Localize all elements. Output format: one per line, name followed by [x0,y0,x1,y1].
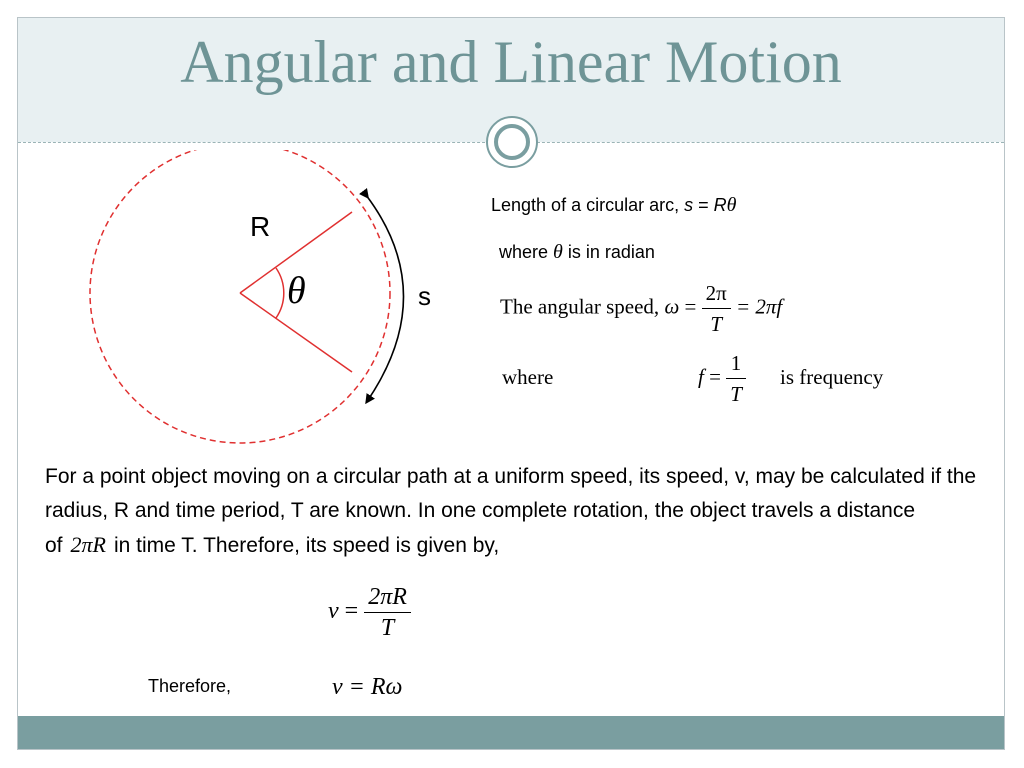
circle-diagram [80,150,440,450]
explanation-paragraph [45,460,980,563]
paragraph-part2: in time T. Therefore, its speed is given by, [113,534,500,557]
angular-speed-fraction [702,278,731,339]
radian-note [499,241,655,264]
speed-equals: = [338,598,365,625]
omega-symbol: ω [664,294,680,319]
arc-length-theta: θ [726,194,737,216]
slide-title: Angular and Linear Motion [180,29,842,95]
speed-formula [328,582,411,643]
speed-fraction [364,582,411,643]
frequency-equals: = [703,364,727,389]
radian-rest: is in radian [562,242,655,262]
frequency-equation [698,348,746,409]
frequency-rest: is frequency [780,365,884,389]
dashed-circle [90,150,390,443]
frequency-fraction [726,348,746,409]
arc-length-R: R [713,195,727,215]
speed-v: v [328,598,339,625]
radius-label: R [250,211,271,242]
speed-numerator: 2πR [364,582,411,613]
angle-label: θ [287,270,306,312]
angular-speed-result: = 2πf [730,294,783,319]
circle-ornament-icon [486,116,538,168]
arc-length-line [491,194,736,217]
angular-speed-numerator: 2π [702,278,731,309]
frequency-where: where [502,365,554,389]
final-label: Therefore, [148,676,232,696]
speed-denominator: T [380,615,395,641]
angular-speed-label: The angular speed, [500,294,665,319]
arc-length-arrow [366,195,404,400]
frequency-denominator: T [730,382,742,406]
paragraph-math: 2πR [70,532,106,557]
arc-length-equals: = [693,195,714,215]
angular-speed-equals: = [679,294,702,319]
angular-speed-equation [500,278,782,339]
frequency-f: f [698,364,704,389]
arc-label: s [418,281,431,311]
frequency-numerator: 1 [726,348,746,379]
circle-ornament-inner [494,124,530,160]
angle-arc [276,268,284,318]
radian-where: where [499,242,554,262]
radian-theta: θ [553,241,563,263]
angular-speed-denominator: T [710,312,722,336]
arc-length-s: s [684,195,694,215]
final-formula: v = Rω [332,674,403,700]
arc-length-text: Length of a circular arc, [491,195,685,215]
paragraph-part1: For a point object moving on a circular path at a uniform speed, its speed, v, may be calculated if the radius, R and time period, T are known. In one complete rotation, the object travels a distance of [45,465,977,557]
footer-bar [18,716,1004,749]
